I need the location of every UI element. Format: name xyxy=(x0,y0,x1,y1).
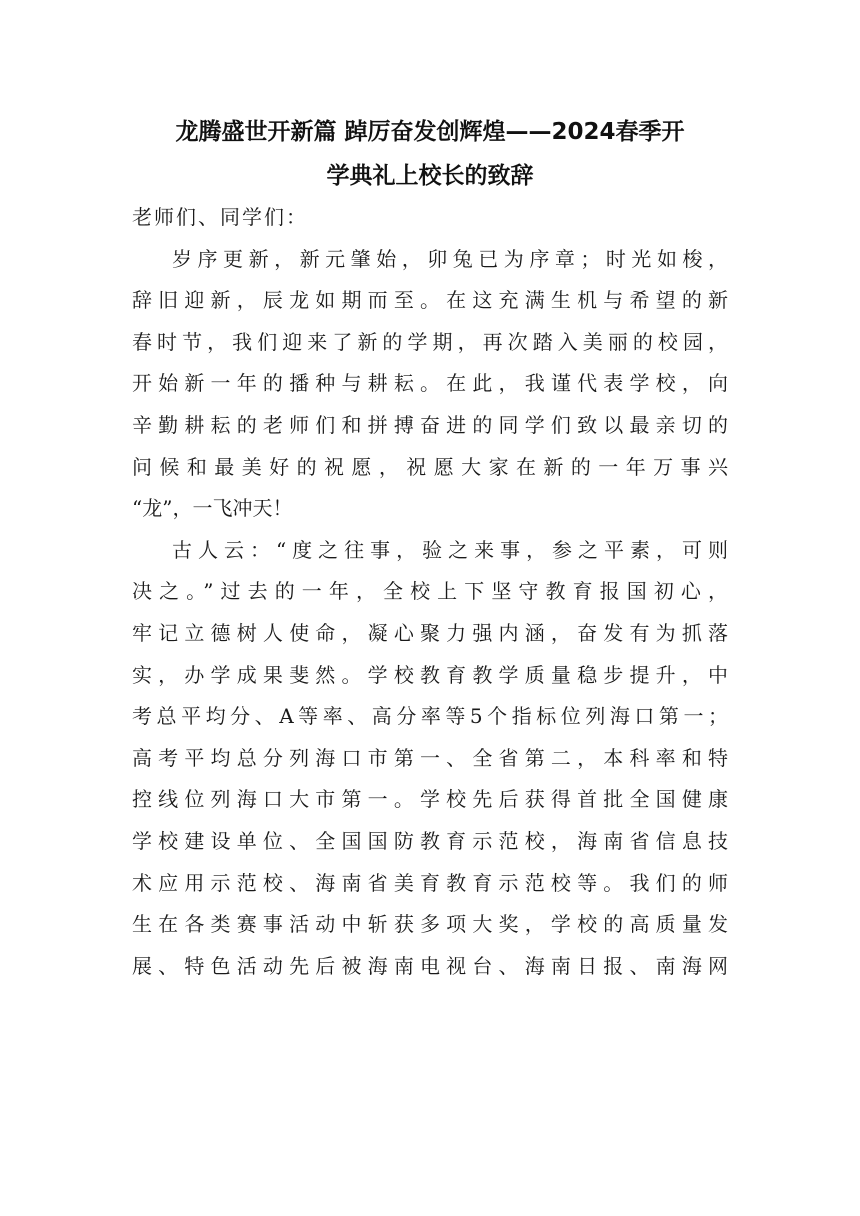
document-title xyxy=(120,110,740,198)
document-body xyxy=(132,197,728,987)
paragraph-line: “龙”，一飞冲天！ xyxy=(132,496,293,521)
paragraph-line: 问候和最美好的祝愿，祝愿大家在新的一年万事兴 xyxy=(132,454,728,479)
paragraph-line: 决之。”过去的一年，全校上下坚守教育报国初心， xyxy=(132,579,728,604)
paragraph-2 xyxy=(132,530,728,988)
paragraph-line: 辞旧迎新，辰龙如期而至。在这充满生机与希望的新 xyxy=(132,288,728,313)
paragraph-line: 实，办学成果斐然。学校教育教学质量稳步提升，中 xyxy=(132,662,728,687)
paragraph-line: 考总平均分、A等率、高分率等5个指标位列海口第一； xyxy=(132,704,728,729)
paragraph-line: 高考平均总分列海口市第一、全省第二，本科率和特 xyxy=(132,745,728,770)
paragraph-line: 春时节，我们迎来了新的学期，再次踏入美丽的校园， xyxy=(132,329,728,354)
paragraph-1 xyxy=(132,239,728,530)
paragraph-line: 术应用示范校、海南省美育教育示范校等。我们的师 xyxy=(132,870,728,895)
paragraph-line: 展、特色活动先后被海南电视台、海南日报、南海网 xyxy=(132,953,728,978)
paragraph-line: 牢记立德树人使命，凝心聚力强内涵，奋发有为抓落 xyxy=(132,620,728,645)
paragraph-line: 辛勤耕耘的老师们和拼搏奋进的同学们致以最亲切的 xyxy=(132,412,728,437)
paragraph-line: 岁序更新，新元肇始，卯兔已为序章；时光如梭， xyxy=(172,246,728,271)
title-line-1: 龙腾盛世开新篇 踔厉奋发创辉煌——2024春季开 xyxy=(175,119,685,145)
paragraph-line: 生在各类赛事活动中斩获多项大奖，学校的高质量发 xyxy=(132,912,728,937)
greeting: 老师们、同学们： xyxy=(132,205,308,229)
title-line-2: 学典礼上校长的致辞 xyxy=(326,163,534,189)
paragraph-line: 古人云：“度之往事，验之来事，参之平素，可则 xyxy=(172,537,728,562)
paragraph-line: 控线位列海口大市第一。学校先后获得首批全国健康 xyxy=(132,787,728,812)
paragraph-line: 开始新一年的播种与耕耘。在此，我谨代表学校，向 xyxy=(132,371,728,396)
paragraph-line: 学校建设单位、全国国防教育示范校，海南省信息技 xyxy=(132,828,728,853)
